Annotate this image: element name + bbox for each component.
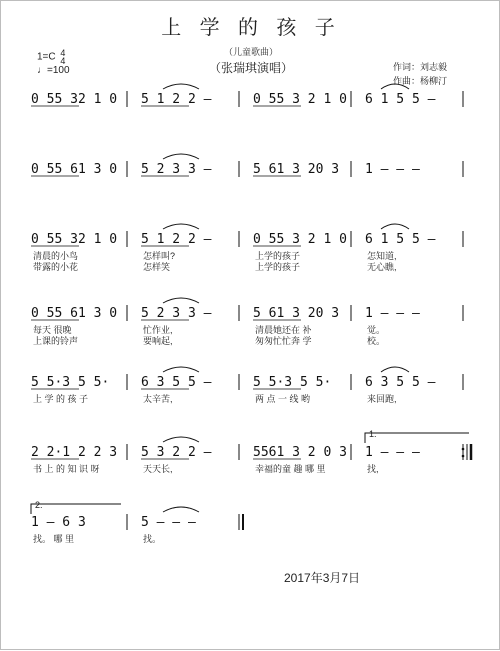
lyric-text: 上学的孩子 xyxy=(255,262,301,272)
lyric-text: 无心瞧, xyxy=(367,262,397,272)
lyric-text: 清晨的小鸟 xyxy=(33,251,79,261)
measure-notes: 5 1 2 2 – xyxy=(141,232,212,247)
tempo-value: =100 xyxy=(47,65,70,76)
song-title: 上 学 的 孩 子 xyxy=(161,15,341,39)
measure-notes: 5 1 2 2 – xyxy=(141,92,212,107)
tie-arc xyxy=(163,367,199,372)
measure-notes: 6 3 5 5 – xyxy=(141,375,212,390)
lyric-text: 忙作业, xyxy=(143,325,173,335)
measure-notes: 0 55 3 2 1 0 xyxy=(253,92,347,107)
lyric-text: 带露的小花 xyxy=(33,262,79,272)
lyric-text: 怎知道, xyxy=(367,251,397,261)
measure-notes: 2 2·1 2 2 3 xyxy=(31,445,118,460)
lyric-text: 清晨她还在 补 xyxy=(255,325,312,335)
measure-notes: 6 3 5 5 – xyxy=(365,375,436,390)
tie-arc xyxy=(381,367,409,372)
lyric-text: 书 上 的 知 识 呀 xyxy=(33,464,100,474)
measure-notes: 5 – – – xyxy=(141,515,196,530)
quarter-note-icon: ♩ xyxy=(37,65,47,76)
volta-2-label: 2. xyxy=(35,500,43,510)
tie-arc xyxy=(163,84,199,89)
measure-notes: 0 55 61 3 0 xyxy=(31,306,118,321)
repeat-dot xyxy=(462,455,465,458)
tie-arc xyxy=(163,298,199,303)
measure-notes: 5 3 2 2 – xyxy=(141,445,212,460)
measure-notes: 1 – 6 3 xyxy=(31,515,86,530)
song-genre: （儿童歌曲） xyxy=(223,47,278,57)
lyric-text: 找。 哪 里 xyxy=(33,534,75,544)
measure-notes: 1 – – – xyxy=(365,162,420,177)
measure-notes: 0 55 3 2 1 0 xyxy=(253,232,347,247)
lyric-text: 怎样笑 xyxy=(143,262,171,272)
measure-notes: 0 55 32 1 0 xyxy=(31,232,118,247)
tie-arc xyxy=(381,84,409,89)
measure-notes: 5 2 3 3 – xyxy=(141,306,212,321)
lyric-text: 两 点 一 线 哟 xyxy=(255,394,311,404)
key-signature: 1=C xyxy=(37,51,56,63)
measure-notes: 5561 3 2 0 3 xyxy=(253,445,347,460)
lyric-text: 上课的铃声 xyxy=(33,336,79,346)
tie-arc xyxy=(381,224,409,229)
measure-notes: 1 – – – xyxy=(365,445,420,460)
lyric-text: 来回跑, xyxy=(367,394,397,404)
lyric-text: 每天 很晚 xyxy=(33,325,72,335)
lyric-text: 上 学 的 孩 子 xyxy=(33,394,89,404)
measure-notes: 5 2 3 3 – xyxy=(141,162,212,177)
lyric-text: 要响起, xyxy=(143,336,173,346)
measure-notes: 5 5·3 5 5· xyxy=(253,375,332,390)
lyric-text: 太辛苦, xyxy=(143,394,173,404)
lyric-text: 幸福的童 趣 哪 里 xyxy=(255,464,326,474)
score xyxy=(1,1,500,651)
measure-notes: 1 – – – xyxy=(365,306,420,321)
repeat-dot xyxy=(462,448,465,451)
date: 2017年3月7日 xyxy=(284,571,361,585)
lyricist: 作词：刘志毅 xyxy=(393,62,448,72)
lyric-text: 上学的孩子 xyxy=(255,251,301,261)
lyric-text: 怎样叫? xyxy=(143,251,176,261)
measure-notes: 5 61 3 20 3 xyxy=(253,306,340,321)
volta-1-bracket xyxy=(365,433,469,443)
tie-arc xyxy=(163,507,199,512)
time-signature: 4 4 xyxy=(60,48,66,66)
measure-notes: 0 55 61 3 0 xyxy=(31,162,118,177)
lyric-text: 找, xyxy=(367,464,379,474)
measure-notes: 5 5·3 5 5· xyxy=(31,375,110,390)
tie-arc xyxy=(163,154,199,159)
tie-arc xyxy=(163,224,199,229)
lyric-text: 匆匆忙忙奔 学 xyxy=(255,336,312,346)
composer: 作曲：杨柳汀 xyxy=(393,76,448,86)
lyric-text: 觉。 xyxy=(367,325,386,335)
song-singer: （张瑞琪演唱） xyxy=(208,61,293,75)
volta-1-label: 1. xyxy=(369,429,377,439)
measure-notes: 6 1 5 5 – xyxy=(365,232,436,247)
lyric-text: 天天长, xyxy=(143,464,173,474)
measure-notes: 5 61 3 20 3 xyxy=(253,162,340,177)
tie-arc xyxy=(163,437,199,442)
volta-2-bracket xyxy=(31,504,121,514)
measure-notes: 6 1 5 5 – xyxy=(365,92,436,107)
measure-notes: 0 55 32 1 0 xyxy=(31,92,118,107)
lyric-text: 找。 xyxy=(143,534,162,544)
lyric-text: 校。 xyxy=(367,336,386,346)
